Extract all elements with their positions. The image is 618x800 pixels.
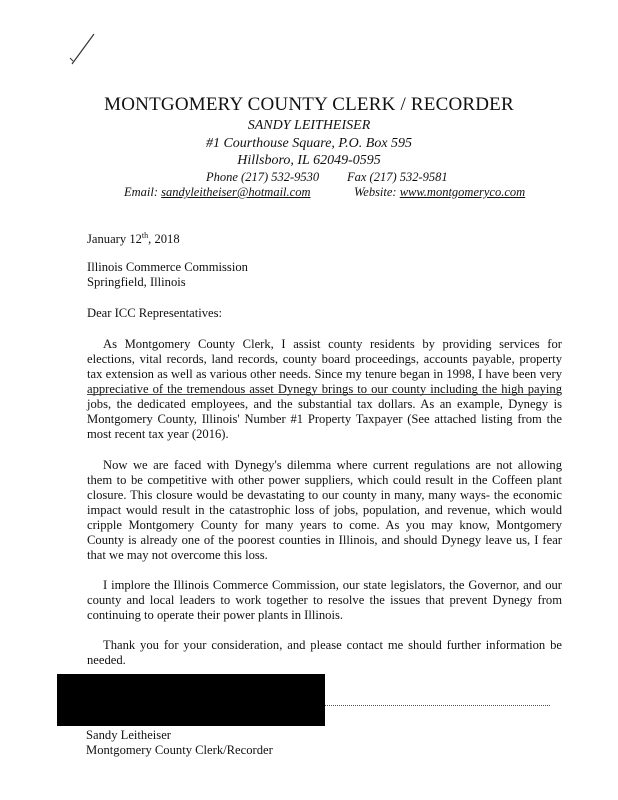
letter-date: [87, 228, 180, 247]
signer-title: Montgomery County Clerk/Recorder: [86, 743, 273, 757]
website-link[interactable]: www.montgomeryco.com: [399, 185, 526, 199]
date-month-day: January 12: [87, 232, 142, 247]
paragraph-4: Thank you for your consideration, and please contact me should further information be needed.: [87, 638, 562, 667]
date-ordinal: th: [141, 231, 149, 240]
paragraph-2: Now we are faced with Dynegy's dilemma where current regulations are not allowing them to be competitive with other power suppliers, which could result in the Coffeen plant closure. This closure would be devastating to our county in many, many ways- the economic impact would result in the catastrophic loss of jobs, population, and revenue, which would cripple Montgomery County for many years to come. As you may know, Montgomery County is already one of the poorest counties in Illinois, and should Dynegy leave us, I fear that we may not overcome this loss.: [87, 458, 562, 562]
paragraph-3: I implore the Illinois Commerce Commission, our state legislators, the Governor, and our county and local leaders to work together to resolve the issues that prevent Dynegy from continuing to operate their power plants in Illinois.: [87, 578, 562, 622]
phone-number: Phone (217) 532-9530: [206, 170, 320, 184]
date-year: , 2018: [148, 232, 180, 247]
salutation: Dear ICC Representatives:: [87, 306, 222, 320]
email-line: [124, 185, 310, 200]
signer-name: Sandy Leitheiser: [86, 728, 171, 742]
recipient-line1: Illinois Commerce Commission: [87, 260, 248, 274]
clerk-name: SANDY LEITHEISER: [247, 118, 371, 133]
signature-line: [325, 705, 550, 706]
handwritten-mark: [68, 30, 100, 66]
paragraph-1: As Montgomery County Clerk, I assist county residents by providing services for elections, vital records, land records, county board proceedings, accounts payable, property tax extension as well as various other needs. Since my tenure began in 1998, I have been very appreciative of the tremendous asset Dynegy brings to our county including the high paying jobs, the dedicated employees, and the substantial tax dollars. As an example, Dynegy is Montgomery County, Illinois' Number #1 Property Taxpayer (See attached listing from the most recent tax year (2016).: [87, 337, 562, 441]
redacted-signature: [57, 674, 325, 726]
email-link[interactable]: sandyleitheiser@hotmail.com: [161, 185, 311, 199]
office-title: MONTGOMERY COUNTY CLERK / RECORDER: [104, 94, 514, 115]
recipient-line2: Springfield, Illinois: [87, 275, 186, 289]
address-line2: Hillsboro, IL 62049-0595: [237, 153, 381, 168]
website-line: [354, 185, 525, 200]
address-line1: #1 Courthouse Square, P.O. Box 595: [205, 136, 413, 151]
fax-number: Fax (217) 532-9581: [347, 170, 448, 184]
email-label: Email:: [124, 185, 159, 199]
website-label: Website:: [354, 185, 397, 199]
scan-line: [87, 394, 559, 395]
